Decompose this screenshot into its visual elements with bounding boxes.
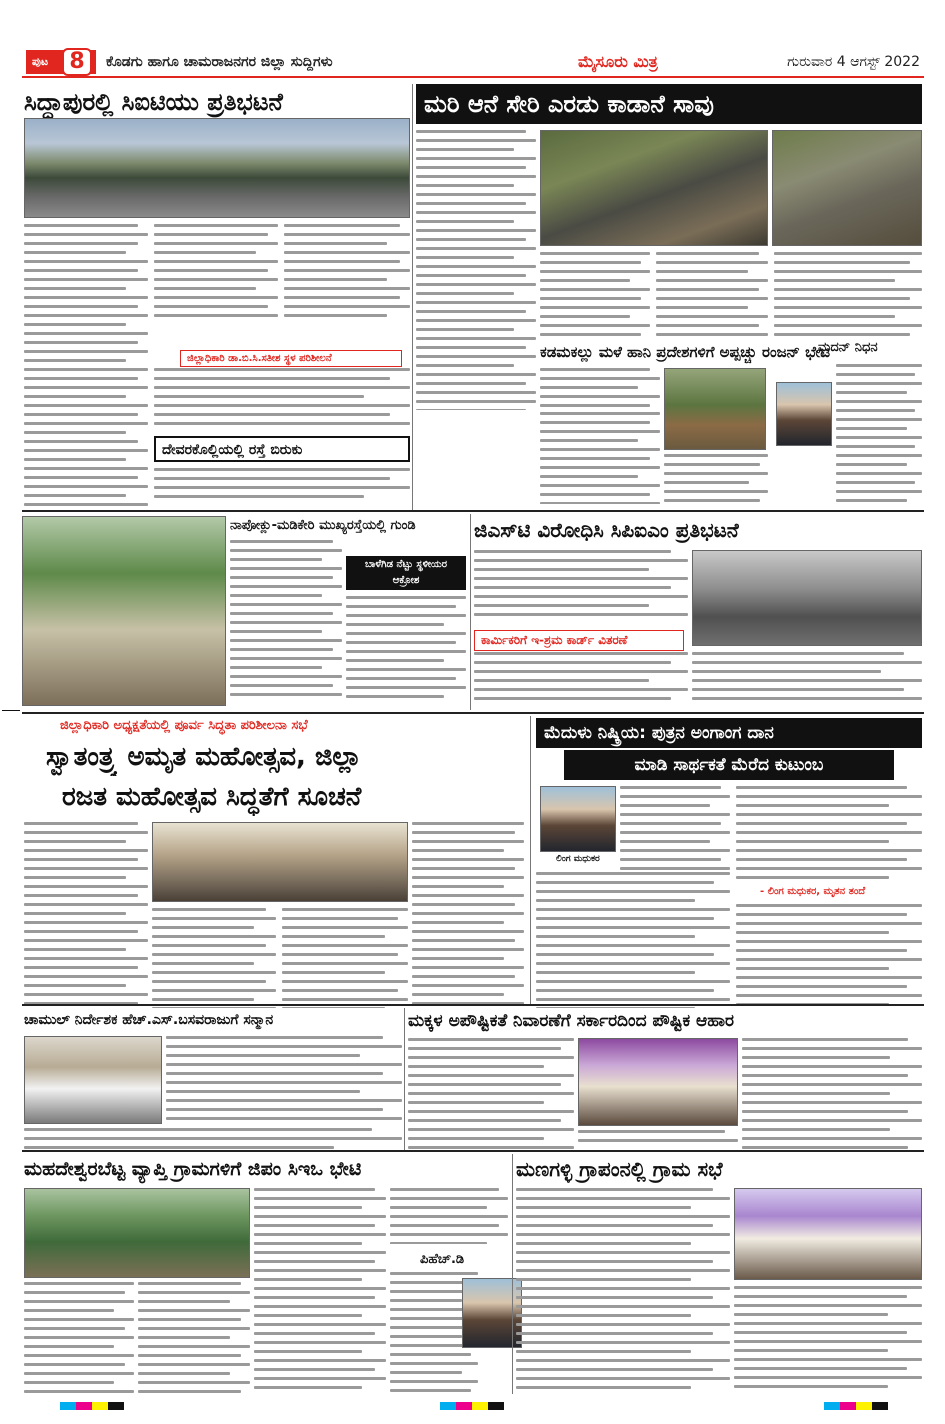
section-divider-1 (22, 510, 924, 512)
nutrition-body-3 (742, 1038, 922, 1150)
organ-donor-photo (540, 786, 616, 852)
pothole-body (230, 540, 342, 702)
column-rule-5 (512, 1154, 513, 1394)
gram-sabha-body-2 (734, 1286, 922, 1394)
column-rule-4 (404, 1008, 405, 1150)
headline-pothole: ನಾಪೋಕ್ಲು-ಮಡಿಕೇರಿ ಮುಖ್ಯರಸ್ತೆಯಲ್ಲಿ ಗುಂಡಿ (230, 518, 416, 533)
headline-amrit-line2: ರಜತ ಮಹೋತ್ಸವ ಸಿದ್ಧತೆಗೆ ಸೂಚನೆ (62, 782, 362, 812)
protest-photo (24, 118, 410, 218)
amrit-meeting-photo (152, 822, 408, 902)
column-rule-2 (470, 514, 471, 710)
organ-body-1 (620, 786, 730, 870)
pothole-tag: ಬಾಳೆಗಿಡ ನೆಟ್ಟು ಸ್ಥಳೀಯರ ಆಕ್ರೋಶ (346, 556, 466, 590)
gst-body (474, 550, 688, 620)
gst-body-2 (692, 652, 922, 706)
elephant-photo-1 (540, 130, 768, 246)
obituary-body (836, 364, 922, 504)
gram-sabha-photo (734, 1188, 922, 1280)
page-number: 8 (62, 48, 92, 76)
headline-gram-sabha: ಮಣಗಳ್ಳಿ ಗ್ರಾಪಂನಲ್ಲಿ ಗ್ರಾಮ ಸಭೆ (516, 1157, 723, 1181)
ceo-visit-body-2 (24, 1282, 134, 1394)
kadamakallu-body (540, 368, 660, 412)
headline-kadamakallu-visit: ಕಡಮಕಲ್ಲು ಮಳೆ ಹಾನಿ ಪ್ರದೇಶಗಳಿಗೆ ಅಪ್ಪಚ್ಚು ರಂಜನ್ ಭೇಟಿ (540, 343, 831, 361)
color-registration-bottom-center (440, 1402, 504, 1410)
amrit-body-4 (282, 908, 408, 1008)
organ-body-4 (736, 904, 922, 1008)
road-crack-body (24, 440, 148, 506)
headline-organ-line2: ಮಾಡಿ ಸಾರ್ಥಕತೆ ಮೆರೆದ ಕುಟುಂಬ (564, 750, 894, 780)
amrit-body-2 (412, 822, 524, 1008)
chamul-body (166, 1036, 402, 1124)
chamul-body-2 (24, 1128, 402, 1150)
organ-body-2 (536, 872, 730, 1008)
column-rule-3 (530, 716, 531, 1004)
road-crack-title: ದೇವರಕೊಲ್ಲಿಯಲ್ಲಿ ರಸ್ತೆ ಬಿರುಕು (154, 436, 410, 462)
ceo-visit-body-4 (390, 1188, 508, 1244)
pothole-body-2 (346, 596, 466, 704)
kadamakallu-body-2 (540, 412, 660, 504)
elephant-article-body (416, 130, 536, 410)
gram-sabha-body (516, 1188, 730, 1394)
citu-article-body (24, 224, 148, 434)
elephant-article-body-3 (656, 252, 768, 336)
amrit-body-3 (152, 908, 276, 1008)
citu-article-body-2 (154, 224, 278, 320)
obituary-portrait (776, 382, 832, 446)
color-registration-bottom-right (824, 1402, 888, 1410)
amrit-kicker: ಜಿಲ್ಲಾಧಿಕಾರಿ ಅಧ್ಯಕ್ಷತೆಯಲ್ಲಿ ಪೂರ್ವ ಸಿದ್ಧತಾ ಪರಿಶೀಲನಾ ಸಭೆ (60, 718, 308, 733)
phd-portrait (462, 1278, 522, 1348)
organ-quote-attribution: - ಲಿಂಗ ಮಧುಕರ, ಮೃತನ ತಂದೆ (760, 886, 866, 897)
eshram-subhead: ಕಾರ್ಮಿಕರಿಗೆ ಇ-ಶ್ರಮ ಕಾರ್ಡ್ ವಿತರಣೆ (474, 630, 684, 651)
amrit-body (24, 822, 148, 1008)
nutrition-body-2 (578, 1130, 738, 1150)
page-header (22, 48, 924, 78)
obituary-title: ಮದನ್ ನಿಧನ (818, 340, 878, 355)
headline-gst-protest: ಜಿಎಸ್‌ಟಿ ವಿರೋಧಿಸಿ ಸಿಪಿಐಎಂ ಪ್ರತಿಭಟನೆ (474, 518, 739, 542)
registration-mark-left (2, 710, 20, 711)
pothole-road-photo (22, 516, 226, 706)
headline-organ-line1: ಮೆದುಳು ನಿಷ್ಕ್ರಿಯ: ಪುತ್ರನ ಅಂಗಾಂಗ ದಾನ (536, 718, 922, 748)
citu-article-body-3 (284, 224, 410, 320)
dc-inspection-subhead: ಜಿಲ್ಲಾಧಿಕಾರಿ ಡಾ.ಬಿ.ಸಿ.ಸತೀಶ ಸ್ಥಳ ಪರಿಶೀಲನೆ (180, 350, 402, 367)
ceo-visit-body (254, 1188, 386, 1394)
gst-protest-photo (692, 550, 922, 646)
ceo-visit-body-3 (138, 1282, 250, 1394)
issue-date: ಗುರುವಾರ 4 ಆಗಸ್ಟ್ 2022 (787, 54, 920, 70)
flood-inspection-photo (664, 368, 766, 450)
section-title: ಕೊಡಗು ಹಾಗೂ ಚಾಮರಾಜನಗರ ಜಿಲ್ಲಾ ಸುದ್ದಿಗಳು (106, 54, 333, 70)
page-label: ಪುಟ (32, 55, 49, 68)
color-registration-bottom-left (60, 1402, 124, 1410)
page-tag (26, 50, 96, 74)
section-divider-2 (22, 712, 924, 714)
nutrition-event-photo (578, 1038, 738, 1126)
headline-ceo-visit: ಮಹದೇಶ್ವರಬೆಟ್ಟ ವ್ಯಾಪ್ತಿ ಗ್ರಾಮಗಳಿಗೆ ಜಿಪಂ ಸಿಇಒ ಭೇಟಿ (24, 1158, 362, 1180)
column-rule-1 (412, 84, 413, 510)
headline-chamul-director: ಚಾಮುಲ್ ನಿರ್ದೇಶಕ ಹೆಚ್.ಎಸ್.ಬಸವರಾಜುಗೆ ಸನ್ಮಾನ (24, 1012, 274, 1028)
headline-amrit-line1: ಸ್ವಾತಂತ್ರ್ಯ ಅಮೃತ ಮಹೋತ್ಸವ, ಜಿಲ್ಲಾ (46, 742, 362, 772)
phd-title: ಪಿಹೆಚ್.ಡಿ (420, 1252, 465, 1267)
dc-inspection-body (154, 368, 410, 428)
elephant-photo-2 (772, 130, 922, 246)
road-crack-body-2 (154, 468, 410, 506)
section-divider-3 (22, 1004, 924, 1006)
felicitation-photo (24, 1036, 162, 1124)
headline-citu-protest: ಸಿದ್ದಾಪುರಲ್ಲಿ ಸಿಐಟಿಯು ಪ್ರತಿಭಟನೆ (24, 88, 283, 116)
elephant-article-body-2 (540, 252, 650, 336)
elephant-article-body-4 (774, 252, 922, 336)
eshram-body (474, 652, 688, 706)
masthead: ಮೈಸೂರು ಮಿತ್ರ (578, 52, 658, 71)
ceo-visit-photo (24, 1188, 250, 1278)
headline-elephant-deaths: ಮರಿ ಆನೆ ಸೇರಿ ಎರಡು ಕಾಡಾನೆ ಸಾವು (416, 84, 922, 124)
nutrition-body (408, 1038, 574, 1150)
organ-body-3 (736, 786, 922, 882)
kadamakallu-body-3 (664, 454, 768, 504)
headline-nutrition: ಮಕ್ಕಳ ಅಪೌಷ್ಟಿಕತೆ ನಿವಾರಣೆಗೆ ಸರ್ಕಾರದಿಂದ ಪೌಷ್ಟಿಕ ಆಹಾರ (408, 1011, 735, 1031)
organ-photo-caption: ಲಿಂಗ ಮಧುಕರ (556, 854, 600, 864)
section-divider-4 (22, 1150, 924, 1152)
